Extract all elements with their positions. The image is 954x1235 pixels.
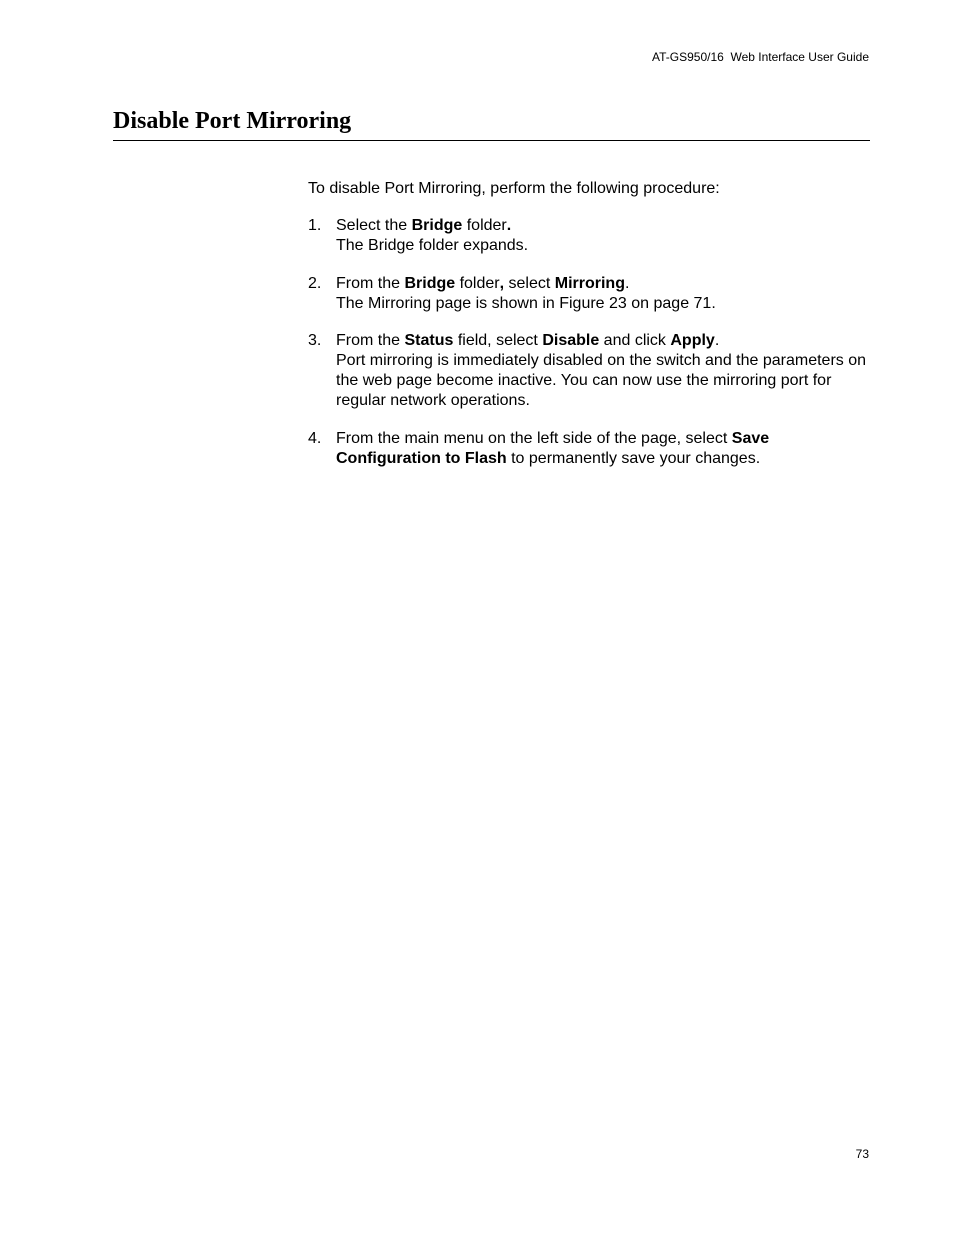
procedure-step-3 (308, 331, 868, 411)
running-header: AT-GS950/16 Web Interface User Guide (652, 50, 869, 64)
step-action (336, 429, 868, 469)
step-number: 1. (308, 217, 322, 234)
step-text: select (504, 275, 555, 292)
ui-term-status: Status (404, 332, 454, 349)
section-title: Disable Port Mirroring (113, 108, 352, 134)
ui-term-save-configuration: Save Configuration to Flash (336, 430, 770, 467)
intro-text: To disable Port Mirroring, perform the following procedure: (308, 180, 720, 197)
step-text: to permanently save your changes. (506, 450, 761, 467)
step-result: The Mirroring page is shown in Figure 23 on page 71. (336, 295, 716, 312)
step-body (336, 429, 868, 469)
ui-term-apply: Apply (670, 332, 715, 349)
step-text: From the main menu on the left side of the page, select (336, 430, 732, 447)
step-result: Port mirroring is immediately disabled on the switch and the parameters on the web page become inactive. You can now use the mirroring port for regular network operations. (336, 352, 867, 409)
step-text: field, select (453, 332, 543, 349)
step-number: 4. (308, 430, 322, 447)
step-number: 3. (308, 332, 322, 349)
step-action (336, 274, 868, 294)
procedure-step-2 (308, 274, 868, 314)
title-rule (113, 140, 870, 141)
step-action (336, 331, 868, 351)
step-text: folder (462, 217, 507, 234)
step-text: . (624, 275, 630, 292)
step-text: From the (336, 275, 405, 292)
ui-term-disable: Disable (542, 332, 600, 349)
step-action (336, 216, 868, 236)
step-body (336, 331, 868, 411)
procedure-step-1 (308, 216, 868, 256)
step-text: and click (599, 332, 671, 349)
page-number: 73 (855, 1147, 869, 1161)
step-text: folder (455, 275, 500, 292)
ui-term-bridge: Bridge (404, 275, 456, 292)
step-punctuation: . (506, 217, 512, 234)
ui-term-mirroring: Mirroring (554, 275, 625, 292)
procedure-step-4 (308, 429, 868, 469)
step-punctuation: , (499, 275, 505, 292)
step-text: . (714, 332, 720, 349)
step-text: From the (336, 332, 405, 349)
ui-term-bridge: Bridge (411, 217, 463, 234)
step-result: The Bridge folder expands. (336, 237, 529, 254)
step-body (336, 216, 868, 256)
step-text: Select the (336, 217, 412, 234)
step-body (336, 274, 868, 314)
step-number: 2. (308, 275, 322, 292)
